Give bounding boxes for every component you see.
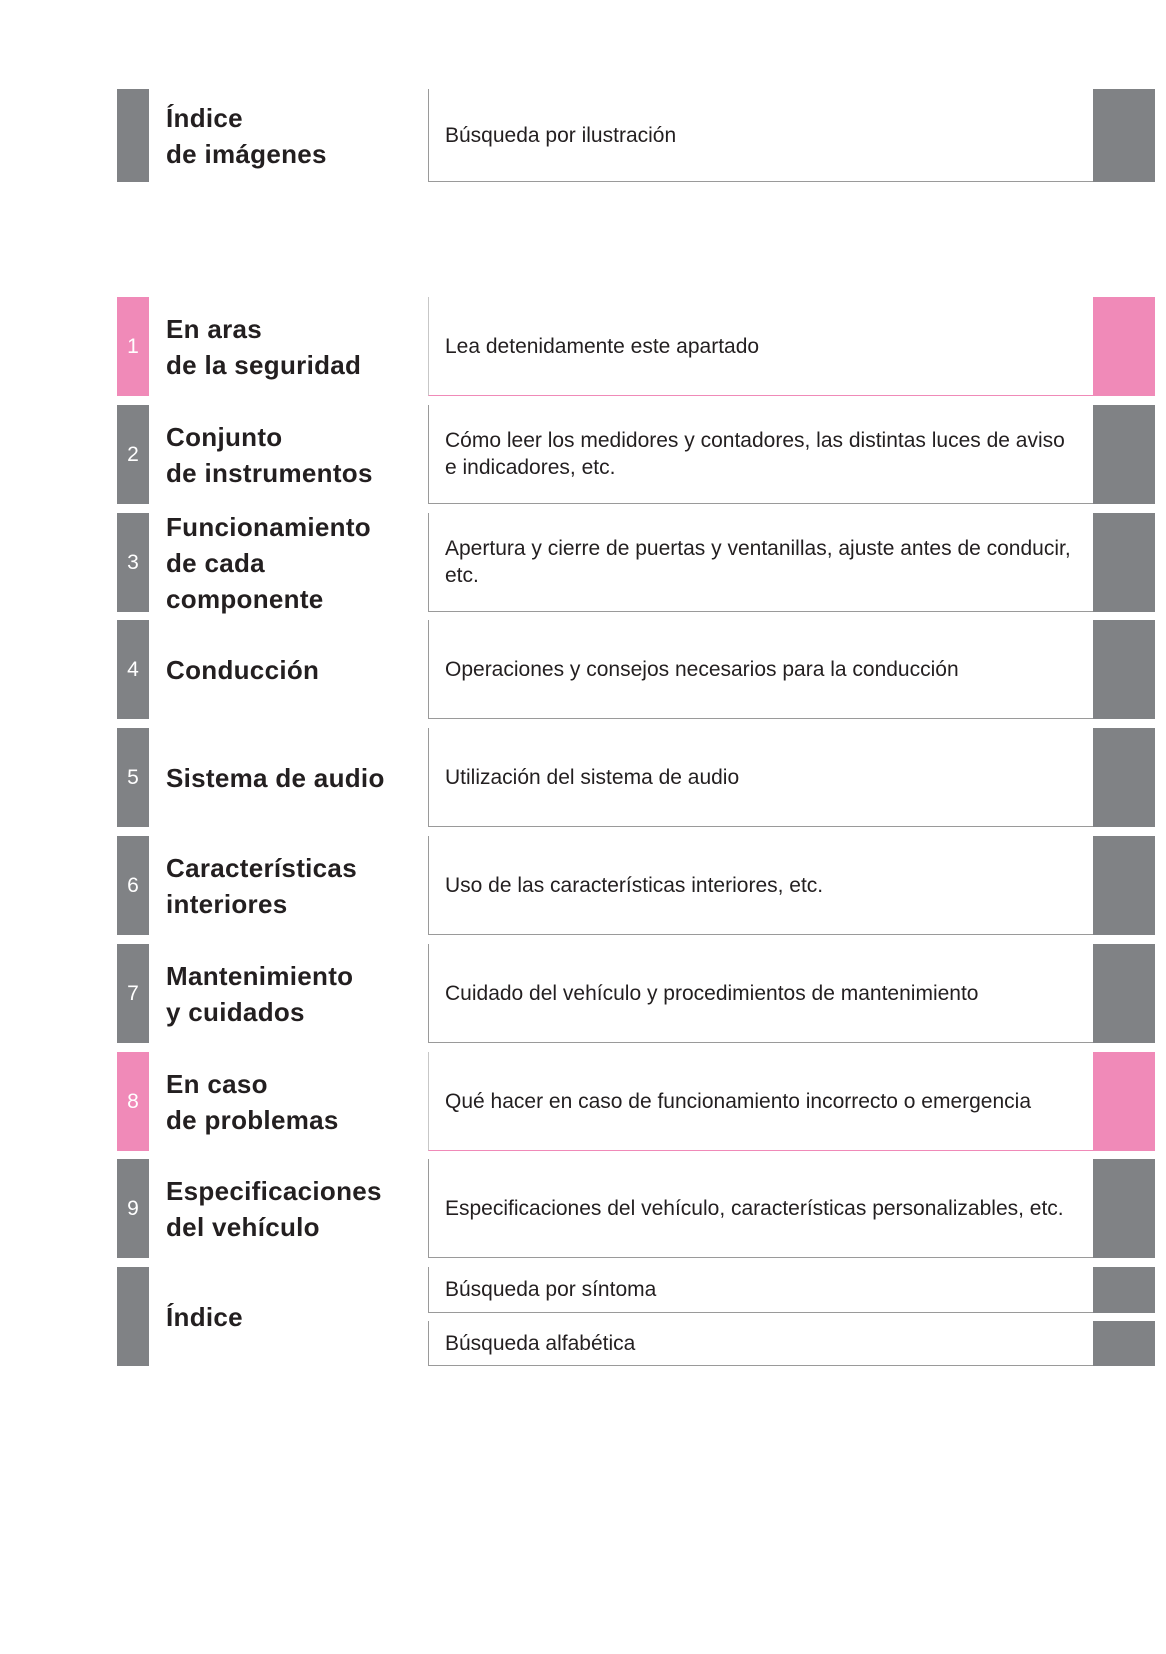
chapter-title: Conjunto de instrumentos — [166, 421, 373, 488]
chapter-description[interactable]: Especificaciones del vehículo, características personalizables, etc. — [428, 1159, 1093, 1258]
chapter-row-2[interactable] — [0, 405, 1166, 504]
chapter-description[interactable]: Qué hacer en caso de funcionamiento incorrecto o emergencia — [428, 1052, 1093, 1151]
chapter-right-tab[interactable] — [1093, 297, 1155, 396]
chapter-right-tab[interactable] — [1093, 620, 1155, 719]
index-item-alphabetical[interactable] — [0, 1321, 1166, 1366]
chapter-row-6[interactable] — [0, 836, 1166, 935]
chapter-right-tab[interactable] — [1093, 1052, 1155, 1151]
chapter-title: Especificaciones del vehículo — [166, 1175, 382, 1242]
chapter-description[interactable]: Lea detenidamente este apartado — [428, 297, 1093, 396]
chapter-title: Conducción — [166, 654, 320, 685]
chapter-description[interactable]: Operaciones y consejos necesarios para la conducción — [428, 620, 1093, 719]
chapter-row-8[interactable] — [0, 1052, 1166, 1151]
index-item-symptom[interactable] — [0, 1267, 1166, 1313]
index-item-right-tab[interactable] — [1093, 1321, 1155, 1366]
chapter-right-tab[interactable] — [1093, 836, 1155, 935]
image-index-title: Índice de imágenes — [166, 102, 327, 169]
index-block — [0, 1267, 1166, 1366]
chapter-right-tab[interactable] — [1093, 944, 1155, 1043]
chapter-number-tab: 2 — [117, 405, 149, 504]
image-index-description[interactable]: Búsqueda por ilustración — [428, 89, 1093, 182]
index-title: Índice — [166, 1301, 243, 1332]
index-item-label[interactable]: Búsqueda por síntoma — [428, 1267, 1093, 1313]
chapter-number-tab: 3 — [117, 513, 149, 612]
chapter-title: En caso de problemas — [166, 1068, 339, 1135]
chapter-row-7[interactable] — [0, 944, 1166, 1043]
chapter-number-tab: 9 — [117, 1159, 149, 1258]
image-index-row[interactable] — [0, 89, 1166, 182]
chapter-right-tab[interactable] — [1093, 513, 1155, 612]
chapter-number-tab: 5 — [117, 728, 149, 827]
image-index-left-tab — [117, 89, 149, 182]
chapter-description[interactable]: Cuidado del vehículo y procedimientos de mantenimiento — [428, 944, 1093, 1043]
chapter-row-3[interactable] — [0, 513, 1166, 612]
chapter-row-9[interactable] — [0, 1159, 1166, 1258]
chapter-number-tab: 4 — [117, 620, 149, 719]
chapter-title: En aras de la seguridad — [166, 313, 362, 380]
chapter-number-tab: 1 — [117, 297, 149, 396]
chapter-right-tab[interactable] — [1093, 1159, 1155, 1258]
chapter-description[interactable]: Cómo leer los medidores y contadores, las distintas luces de aviso e indicadores, etc. — [428, 405, 1093, 504]
index-item-label[interactable]: Búsqueda alfabética — [428, 1321, 1093, 1366]
chapter-number-tab: 7 — [117, 944, 149, 1043]
chapter-number-tab: 8 — [117, 1052, 149, 1151]
chapter-number-tab: 6 — [117, 836, 149, 935]
chapter-right-tab[interactable] — [1093, 405, 1155, 504]
chapter-title: Funcionamiento de cada componente — [166, 511, 371, 614]
chapter-title: Sistema de audio — [166, 762, 385, 793]
chapter-row-1[interactable] — [0, 297, 1166, 396]
chapter-description[interactable]: Uso de las características interiores, etc. — [428, 836, 1093, 935]
chapter-title: Mantenimiento y cuidados — [166, 960, 354, 1027]
chapter-description[interactable]: Utilización del sistema de audio — [428, 728, 1093, 827]
index-item-right-tab[interactable] — [1093, 1267, 1155, 1313]
image-index-right-tab[interactable] — [1093, 89, 1155, 182]
chapter-title: Características interiores — [166, 852, 357, 919]
chapter-row-5[interactable] — [0, 728, 1166, 827]
chapter-description[interactable]: Apertura y cierre de puertas y ventanillas, ajuste antes de conducir, etc. — [428, 513, 1093, 612]
chapter-right-tab[interactable] — [1093, 728, 1155, 827]
chapter-row-4[interactable] — [0, 620, 1166, 719]
